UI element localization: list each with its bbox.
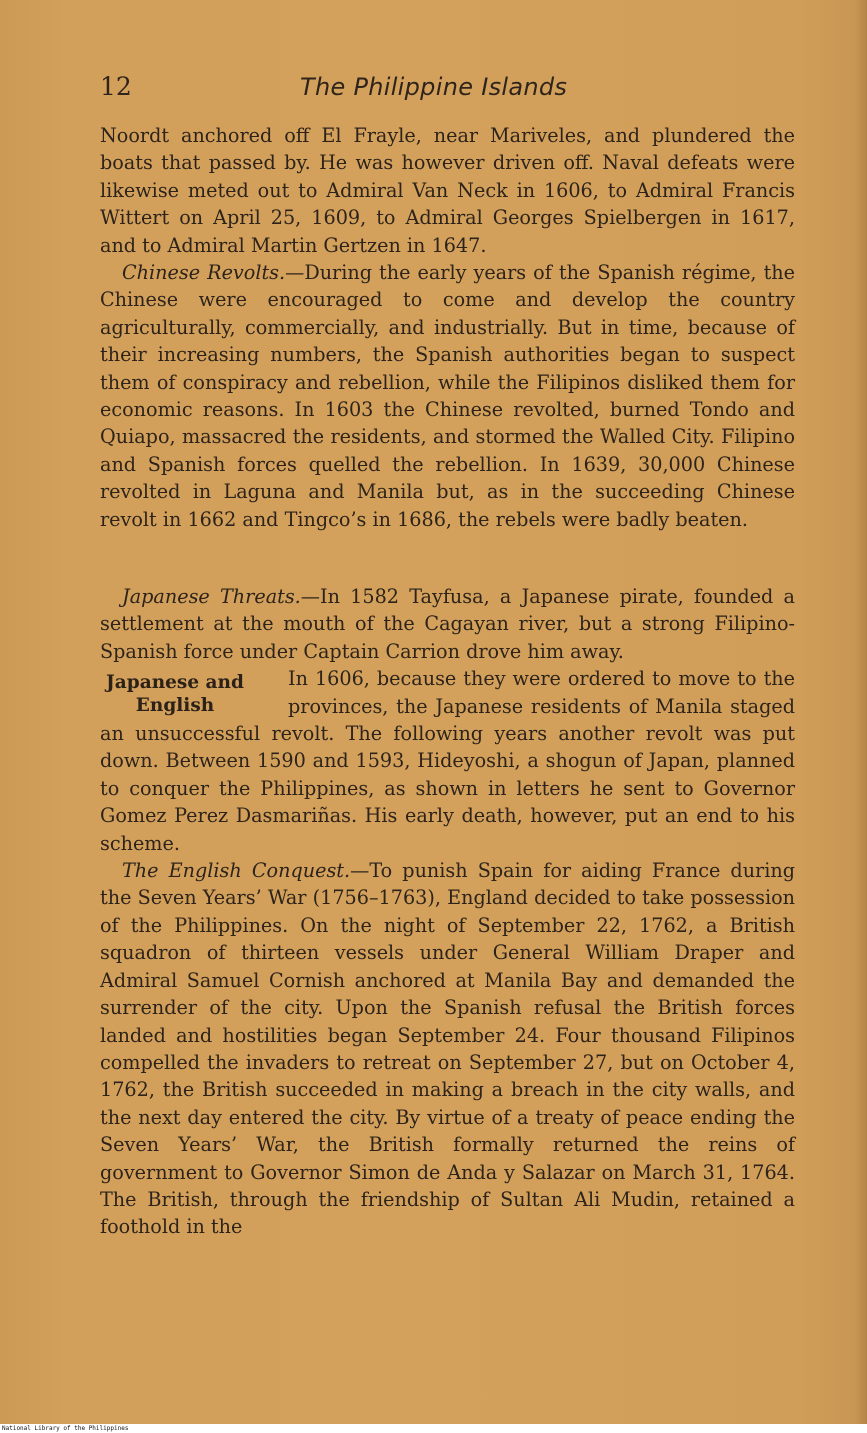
paragraph-chinese-revolts-text: —During the early years of the Spanish régime, the Chinese were encouraged to come and develop the country agriculturally, commercially, and industrially. But in time, because of their increasing numbers, the Spanish authorities began to suspect them of conspiracy and rebellion, while the Filipinos disliked them for economic reasons. In 1603 the Chinese revolted, burned Tondo and Quiapo, massacred the residents, and stormed the Walled City. Filipino and Spanish forces quelled the rebellion. In 1639, 30,000 Chinese revolted in Laguna and Manila but, as in the succeeding Chinese revolt in 1662 and Tingco’s in 1686, the rebels were badly beaten. — [100, 261, 795, 531]
section-heading-japanese-threats: Japanese Threats. — [122, 585, 301, 608]
section-heading-english-conquest: The English Conquest. — [122, 859, 351, 883]
paragraph-japanese-threats — [100, 583, 795, 665]
paragraph-japanese-threats-continued — [100, 665, 795, 857]
margin-note-line1: Japanese and — [106, 672, 244, 694]
text-block-upper — [100, 122, 795, 533]
running-title: The Philippine Islands — [300, 73, 568, 101]
page-edge-shadow — [855, 0, 867, 1424]
paragraph-english-conquest — [100, 857, 795, 1241]
section-heading-chinese-revolts: Chinese Revolts. — [122, 261, 286, 285]
text-block-lower — [100, 583, 795, 1241]
scan-footer — [0, 1424, 867, 1433]
paragraph-japanese-threats-text: —In 1582 Tayfusa, a Japanese pirate, founded a settlement at the mouth of the Cagayan river, but a strong Filipino-Spanish force under Captain Carrion drove him away. — [100, 585, 795, 663]
paragraph-english-conquest-text: —To punish Spain for aiding France during the Seven Years’ War (1756–1763), England decided to take possession of the Philippines. On the night of September 22, 1762, a British squadron of thirteen vessels under General William Draper and Admiral Samuel Cornish anchored at Manila Bay and demanded the surrender of the city. Upon the Spanish refusal the British forces landed and hostilities began September 24. Four thousand Filipinos compelled the invaders to retreat on September 27, but on October 4, 1762, the British succeeded in making a breach in the city walls, and the next day entered the city. By virtue of a treaty of peace ending the Seven Years’ War, the British formally returned the reins of government to Governor Simon de Anda y Salazar on March 31, 1764. The British, through the friendship of Sultan Ali Mudin, retained a foothold in the — [100, 859, 796, 1239]
page-header — [100, 70, 800, 110]
library-credit: National Library of the Philippines — [2, 1425, 129, 1432]
page-number: 12 — [100, 72, 132, 101]
margin-note-line2: English — [135, 695, 215, 717]
paragraph-naval-defeats: Noordt anchored off El Frayle, near Mariveles, and plundered the boats that passed by. He was however driven off. Naval defeats were likewise meted out to Admiral Van Neck in 1606, to Admiral Francis Wittert on April 25, 1609, to Admiral Georges Spielbergen in 1617, and to Admiral Martin Gertzen in 1647. — [100, 124, 795, 257]
margin-note — [80, 671, 270, 717]
paragraph-japanese-threats-continued-text: In 1606, because they were ordered to move to the provinces, the Japanese residents of Manila staged an unsuccessful revolt. The following years another revolt was put down. Between 1590 and 1593, Hideyoshi, a shogun of Japan, planned to conquer the Philippines, as shown in letters he sent to Governor Gomez Perez Dasmariñas. His early death, however, put an end to his scheme. — [100, 667, 795, 855]
paragraph-chinese-revolts — [100, 259, 795, 533]
